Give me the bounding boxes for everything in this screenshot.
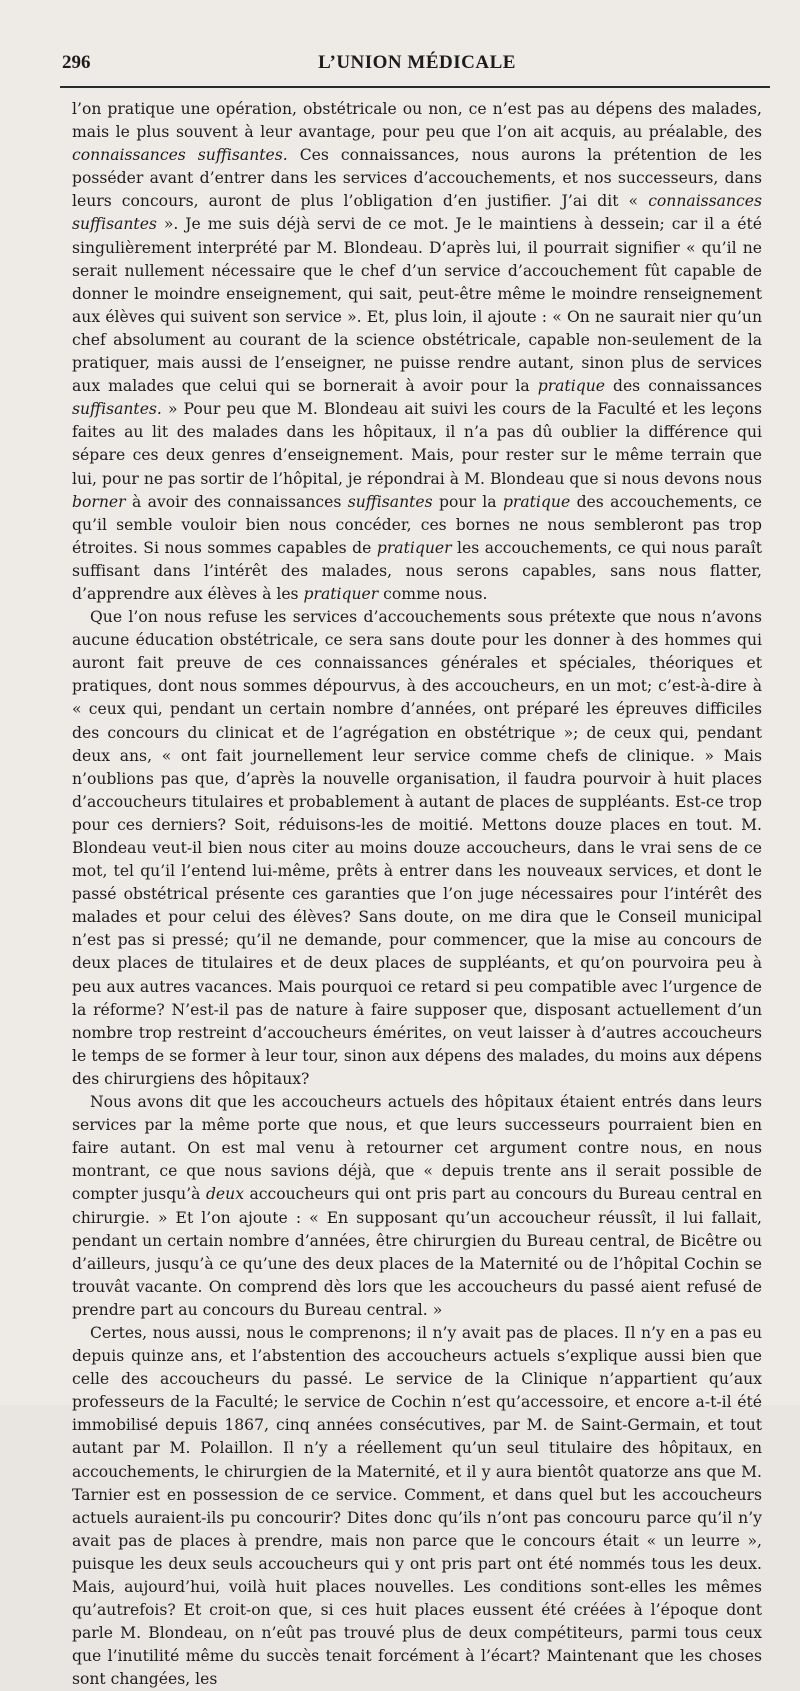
text-run: Que l’on nous refuse les services d’accouchements sous prétexte que nous n’avons aucune éducation obstétricale, ce sera sans doute pour les donner à des hommes qui auront fait preuve de ces connaissances générales et spéciales, théoriques et pratiques, dont nous sommes dépourvus, à des accoucheurs, en un mot; c’est-à-dire à « ceux qui, pendant un certain nombre d’années, ont préparé les épreuves difficiles des concours du clinicat et de l’agrégation en obstétrique »; de ceux qui, pendant deux ans, « ont fait journellement leur service comme chefs de clinique. » Mais n’oublions pas que, d’après la nouvelle organisation, il faudra pourvoir à huit places d’accoucheurs titulaires et probablement à autant de places de suppléants. Est-ce trop pour ces derniers? Soit, réduisons-les de moitié. Mettons douze places en tout. M. Blondeau veut-il bien nous citer au moins douze accoucheurs, dans le vrai sens de ce mot, tel qu’il l’entend lui-même, prêts à entrer dans les nouveaux services, et dont le passé obstétrical présente ces garanties que l’on juge nécessaires pour l’intérêt des malades et pour celui des élèves? Sans doute, on me dira que le Conseil municipal n’est pas si pressé; qu’il ne demande, pour commencer, que la mise au concours de deux places de titulaires et de deux places de suppléants, et qu’on pourvoira peu à peu aux autres vacances. Mais pourquoi ce retard si peu compatible avec l’urgence de la réforme? N’est-il pas de nature à faire supposer que, disposant actuellement d’un nombre trop restreint d’accoucheurs émérites, on veut laisser à d’autres accoucheurs le temps de se former à leur tour, sinon aux dépens des malades, du moins aux dépens des chirurgiens des hôpitaux?: [72, 608, 762, 1088]
italic-text: suffisantes.: [72, 400, 162, 419]
paragraph: [72, 1322, 762, 1691]
italic-text: deux: [205, 1185, 245, 1204]
italic-text: pratique: [502, 492, 571, 511]
text-run: Certes, nous aussi, nous le comprenons; il n’y avait pas de places. Il n’y en a pas eu depuis quinze ans, et l’abstention des accoucheurs actuels s’explique aussi bien que celle des accoucheurs du passé. Le service de la Clinique n’appartient qu’aux professeurs de la Faculté; le service de Cochin n’est qu’accessoire, et encore a-t-il été immobilisé depuis 1867, cinq années consécutives, par M. de Saint-Germain, et tout autant par M. Polaillon. Il n’y a réellement qu’un seul titulaire des hôpitaux, en accouchements, le chirurgien de la Maternité, et il y aura bientôt quatorze ans que M. Tarnier est en possession de ce service. Comment, et dans quel but les accoucheurs actuels auraient-ils pu concourir? Dites donc qu’ils n’ont pas concouru parce qu’il n’y avait pas de places à prendre, mais non parce que le concours était « un leurre », puisque les deux seuls accoucheurs qui y ont pris part ont été nommés tous les deux. Mais, aujourd’hui, voilà huit places nouvelles. Les conditions sont-elles les mêmes qu’autrefois? Et croit-on que, si ces huit places eussent été créées à l’époque dont parle M. Blondeau, on n’eût pas trouvé plus de deux compétiteurs, parmi tous ceux que l’inutilité même du succès tenait forcément à l’écart? Maintenant que les choses sont changées, les: [72, 1323, 762, 1689]
italic-text: borner: [72, 492, 126, 511]
running-title: L’UNION MÉDICALE: [318, 52, 516, 73]
italic-text: pratiquer: [303, 584, 379, 603]
italic-text: suffisantes: [347, 492, 433, 511]
text-run: à avoir des connaissances: [125, 492, 348, 511]
text-run: accoucheurs qui ont pris part au concours du Bureau central en chirurgie. » Et l’on ajoute : « En supposant qu’un accoucheur réussît, il lui fallait, pendant un certain nombre d’années, être chirurgien du Bureau central, de Bicêtre ou d’ailleurs, jusqu’à ce qu’une des deux places de la Maternité ou de l’hôpital Cochin se trouvât vacante. On comprend dès lors que les accoucheurs du passé aient refusé de prendre part au concours du Bureau central. »: [72, 1185, 762, 1319]
text-run: les accouchements, ce qui nous paraît suffisant dans l’intérêt des malades, nous serons capables, sans nous flatter, d’apprendre aux élèves à les: [72, 538, 762, 603]
text-run: » Pour peu que M. Blondeau ait suivi les cours de la Faculté et les leçons faites au lit des malades dans les hôpitaux, il n’a pas dû oublier la différence qui sépare ces deux genres d’enseignement. Mais, pour rester sur le même terrain que lui, pour ne pas sortir de l’hôpital, je répondrai à M. Blondeau que si nous devons nous: [72, 400, 762, 488]
text-run: Ces connaissances, nous aurons la prétention de les posséder avant d’entrer dans les services d’accouchements, et nos successeurs, dans leurs concours, auront de plus l’obligation d’en justifier. J’ai dit «: [72, 146, 762, 211]
text-run: l’on pratique une opération, obstétricale ou non, ce n’est pas au dépens des malades, mais le plus souvent à leur avantage, pour peu que l’on ait acquis, au préalable, des: [72, 100, 762, 142]
text-run: comme nous.: [378, 584, 488, 603]
paragraph: [72, 606, 762, 1091]
italic-text: connaissances suffisantes: [72, 192, 762, 234]
italic-text: connaissances suffisantes.: [72, 146, 288, 165]
page-header: [62, 52, 762, 82]
article-body: [72, 98, 762, 1691]
text-run: pour la: [432, 492, 503, 511]
text-run: Nous avons dit que les accoucheurs actuels des hôpitaux étaient entrés dans leurs services par la même porte que nous, et que leurs successeurs pourraient bien en faire autant. On est mal venu à retourner cet argument contre nous, en nous montrant, ce que nous savions déjà, que « depuis trente ans il serait possible de compter jusqu’à: [72, 1093, 762, 1204]
paragraph: [72, 98, 762, 606]
paragraph: [72, 1091, 762, 1322]
page-number: 296: [62, 52, 91, 73]
text-run: des accouchements, ce qu’il semble vouloir bien nous concéder, ces bornes ne nous sembleront pas trop étroites. Si nous sommes capables de: [72, 492, 762, 557]
italic-text: pratique: [537, 377, 605, 396]
text-run: ». Je me suis déjà servi de ce mot. Je le maintiens à dessein; car il a été singulièrement interprété par M. Blondeau. D’après lui, il pourrait signifier « qu’il ne serait nullement nécessaire que le chef d’un service d’accouchement fût capable de donner le moindre enseignement, qui sait, peut-être même le moindre renseignement aux élèves qui suivent son service ». Et, plus loin, il ajoute : « On ne saurait nier qu’un chef absolument au courant de la science obstétricale, capable non-seulement de la pratiquer, mais aussi de l’enseigner, ne puisse rendre autant, sinon plus de services aux malades que celui qui se bornerait à avoir pour la: [72, 215, 762, 396]
text-run: des connaissances: [604, 377, 762, 396]
header-rule: [60, 86, 770, 88]
italic-text: pratiquer: [376, 538, 452, 557]
